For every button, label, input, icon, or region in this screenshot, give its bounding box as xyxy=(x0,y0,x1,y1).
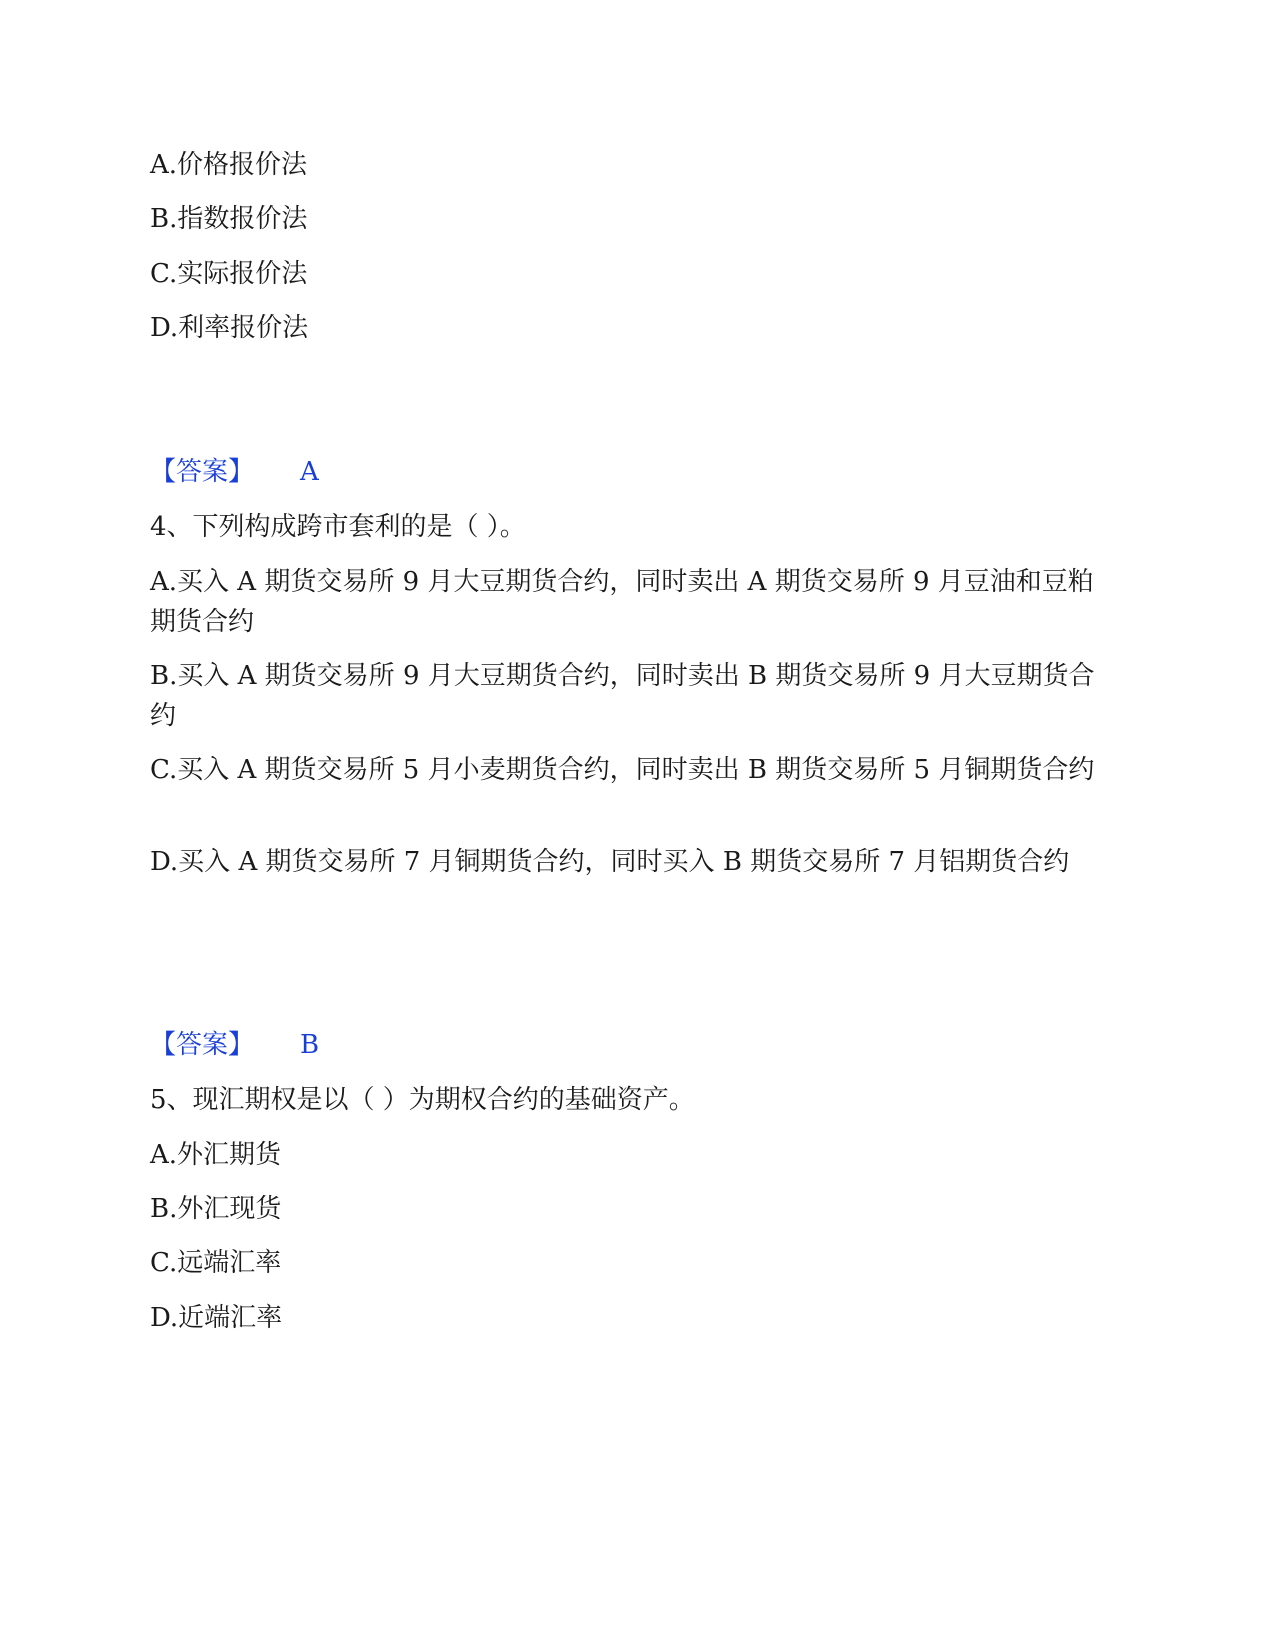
q3-option-b: B.指数报价法 xyxy=(150,204,308,234)
answer-label: 【答案】 xyxy=(150,1030,255,1060)
q4-option-a: A.买入 A 期货交易所 9 月大豆期货合约，同时卖出 A 期货交易所 9 月豆油和豆粕期货合约 xyxy=(150,567,1094,637)
q3-option-c: C.实际报价法 xyxy=(150,259,308,289)
q4-question: 4、下列构成跨市套利的是（ ）。 xyxy=(150,512,526,542)
q5-option-c: C.远端汇率 xyxy=(150,1248,282,1278)
q3-answer xyxy=(150,452,1110,492)
q5-question: 5、现汇期权是以（ ）为期权合约的基础资产。 xyxy=(150,1085,695,1115)
q5-option-b: B.外汇现货 xyxy=(150,1194,282,1224)
q3-option-a: A.价格报价法 xyxy=(150,150,308,180)
answer-value: B xyxy=(300,1030,320,1060)
q5-option-a: A.外汇期货 xyxy=(150,1140,282,1170)
q4-answer xyxy=(150,1025,1110,1065)
q4-option-b: B.买入 A 期货交易所 9 月大豆期货合约，同时卖出 B 期货交易所 9 月大豆期货合约 xyxy=(150,661,1095,731)
q5-option-d: D.近端汇率 xyxy=(150,1303,283,1333)
q3-option-d: D.利率报价法 xyxy=(150,313,309,343)
answer-label: 【答案】 xyxy=(150,457,255,487)
q4-option-d: D.买入 A 期货交易所 7 月铜期货合约，同时买入 B 期货交易所 7 月铝期货合约 xyxy=(150,847,1070,877)
q4-option-c: C.买入 A 期货交易所 5 月小麦期货合约，同时卖出 B 期货交易所 5 月铜期货合约 xyxy=(150,755,1095,785)
answer-value: A xyxy=(300,457,319,487)
